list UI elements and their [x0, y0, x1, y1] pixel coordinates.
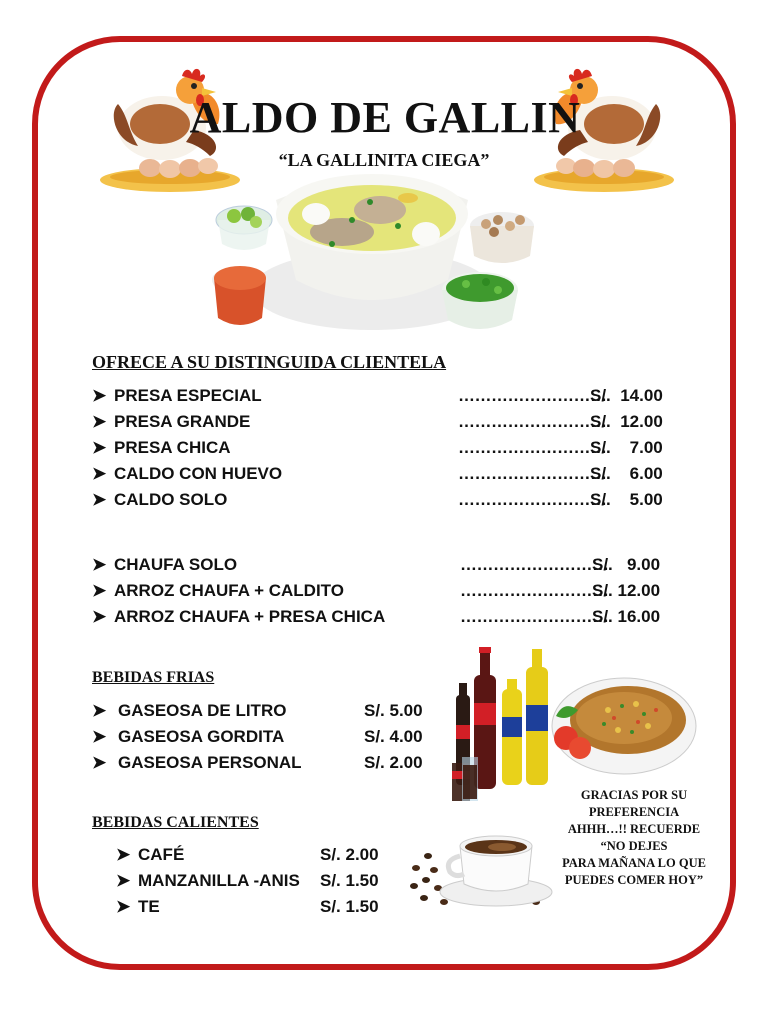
menu-item-price: S/. 7.00: [590, 438, 663, 457]
menu-item-price: S/. 12.00: [590, 412, 663, 431]
menu-item-row: [92, 555, 692, 579]
bullet-arrow-icon: ➤: [92, 490, 107, 509]
bullet-arrow-icon: ➤: [92, 581, 107, 600]
menu-item-price: S/. 4.00: [364, 727, 423, 746]
restaurant-name: “LA GALLINITA CIEGA”: [278, 150, 490, 170]
menu-item-name: MANZANILLA -ANIS: [138, 871, 300, 890]
menu-item-row: [116, 897, 396, 921]
thanks-line-3: AHHH…!! RECUERDE: [567, 822, 701, 836]
thanks-line-4: “NO DEJES: [600, 839, 668, 853]
menu-item-price: S/. 14.00: [590, 386, 663, 405]
hot-drinks-heading: BEBIDAS CALIENTES: [92, 814, 259, 831]
thanks-line-2: PREFERENCIA: [588, 805, 680, 819]
menu-item-name: ARROZ CHAUFA + PRESA CHICA: [114, 607, 386, 626]
menu-item-row: [116, 845, 396, 869]
menu-item-price: S/. 16.00: [592, 607, 661, 626]
menu-item-price: S/. 2.00: [320, 845, 379, 864]
menu-item-name: PRESA CHICA: [114, 438, 231, 457]
bullet-arrow-icon: ➤: [92, 386, 107, 405]
menu-item-price: S/. 1.50: [320, 897, 379, 916]
chicken-soup-photo: [212, 170, 534, 340]
menu-item-price: S/. 12.00: [592, 581, 661, 600]
bullet-arrow-icon: ➤: [92, 412, 107, 431]
bullet-arrow-icon: ➤: [92, 555, 107, 574]
leader-dots: ………………………: [460, 555, 609, 574]
menu-item-row: [92, 581, 692, 605]
menu-item-name: ARROZ CHAUFA + CALDITO: [114, 581, 344, 600]
leader-dots: ………………………: [458, 412, 607, 431]
bullet-arrow-icon: ➤: [92, 607, 107, 626]
bullet-arrow-icon: ➤: [116, 845, 131, 864]
menu-item-row: [116, 871, 396, 895]
menu-item-name: PRESA ESPECIAL: [114, 386, 262, 405]
bullet-arrow-icon: ➤: [92, 753, 107, 772]
menu-item-price: S/. 5.00: [364, 701, 423, 720]
thanks-line-5: PARA MAÑANA LO QUE: [562, 856, 706, 870]
soda-bottles-photo: [444, 645, 552, 805]
menu-item-row: [92, 386, 692, 410]
menu-item-name: GASEOSA GORDITA: [118, 727, 285, 746]
menu-item-price: S/. 2.00: [364, 753, 423, 772]
bullet-arrow-icon: ➤: [92, 727, 107, 746]
menu-item-row: [92, 607, 692, 631]
menu-item-name: GASEOSA PERSONAL: [118, 753, 302, 772]
bullet-arrow-icon: ➤: [116, 871, 131, 890]
menu-item-name: CHAUFA SOLO: [114, 555, 238, 574]
menu-title: ALDO DE GALLIN: [189, 93, 581, 142]
thanks-line-6: PUEDES COMER HOY”: [564, 873, 704, 887]
bullet-arrow-icon: ➤: [92, 701, 107, 720]
menu-item-row: [92, 464, 692, 488]
menu-item-row: [92, 438, 692, 462]
thank-you-message: [548, 787, 720, 889]
menu-item-name: TE: [138, 897, 160, 916]
bullet-arrow-icon: ➤: [92, 438, 107, 457]
menu-item-row: [92, 753, 442, 777]
bullet-arrow-icon: ➤: [92, 464, 107, 483]
menu-item-row: [92, 412, 692, 436]
menu-item-row: [92, 727, 442, 751]
leader-dots: ………………………: [458, 464, 607, 483]
menu-item-price: S/. 9.00: [592, 555, 661, 574]
leader-dots: ………………………: [460, 581, 609, 600]
leader-dots: ………………………: [458, 438, 607, 457]
menu-item-row: [92, 490, 692, 514]
cold-drinks-heading: BEBIDAS FRIAS: [92, 669, 215, 686]
menu-item-name: GASEOSA DE LITRO: [118, 701, 287, 720]
thanks-line-1: GRACIAS POR SU: [580, 788, 688, 802]
leader-dots: ………………………: [458, 386, 607, 405]
leader-dots: ………………………: [460, 607, 609, 626]
fried-rice-photo: [548, 670, 698, 778]
coffee-cup-photo: [404, 828, 554, 912]
menu-item-price: S/. 6.00: [590, 464, 663, 483]
menu-item-row: [92, 701, 442, 725]
menu-item-price: S/. 5.00: [590, 490, 663, 509]
leader-dots: ………………………: [458, 490, 607, 509]
menu-item-price: S/. 1.50: [320, 871, 379, 890]
menu-item-name: CALDO CON HUEVO: [114, 464, 283, 483]
menu-item-name: PRESA GRANDE: [114, 412, 251, 431]
main-menu-heading: OFRECE A SU DISTINGUIDA CLIENTELA: [92, 352, 447, 372]
menu-item-name: CAFÉ: [138, 845, 185, 864]
menu-item-name: CALDO SOLO: [114, 490, 228, 509]
bullet-arrow-icon: ➤: [116, 897, 131, 916]
